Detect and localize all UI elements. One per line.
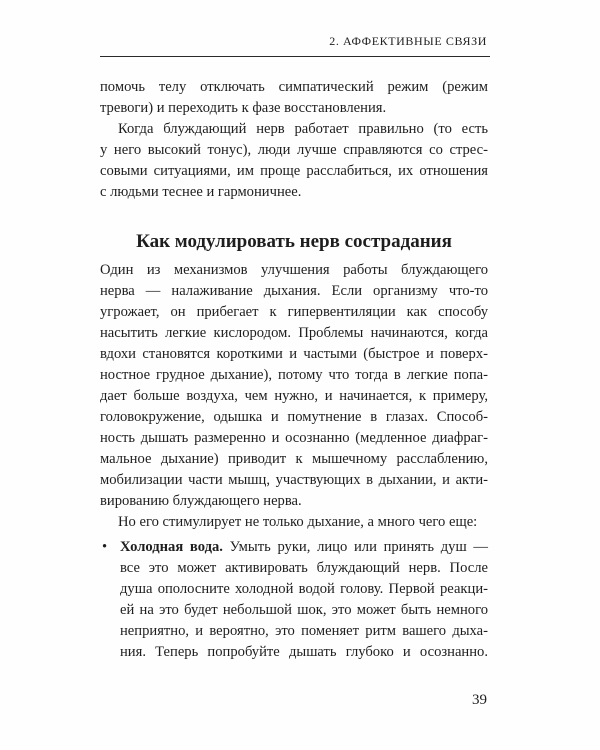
text-line [120,537,488,558]
text-line: вдохи становятся короткими и частыми (быстрое и поверх- [100,346,488,362]
text-block [100,77,488,663]
paragraph-vagus-tone [100,119,488,203]
text-line: Один из механизмов улучшения работы блуждающего [100,262,488,278]
text-line: дает больше воздуха, чем нужно, и начинается, к примеру, [100,388,488,404]
text-line: совыми ситуациями, им проще расслабиться, их отношения [100,163,488,179]
text-line: ния. Теперь попробуйте дышать глубоко и осознанно. [120,644,488,660]
text-line: ность дышать размеренно и осознанно (медленное диафраг- [100,430,488,446]
running-head: 2. АФФЕКТИВНЫЕ СВЯЗИ [329,34,487,48]
text-line: мальное дыхание) приводит к мышечному расслаблению, [100,451,488,467]
bullet-marker: • [102,539,108,555]
text-line: неприятно, и вероятно, это поменяет ритм вашего дыха- [120,623,488,639]
bullet-item-cold-water [100,537,488,663]
text-line: помочь телу отключать симпатический режим (режим [100,79,488,95]
text-line: угрожает, он прибегает к гипервентиляции как способу [100,304,488,320]
text-line: вированию блуждающего нерва. [100,493,302,509]
page-number: 39 [472,692,487,708]
text-line: ностное грудное дыхание), потому что тогда в легкие попа- [100,367,488,383]
text-line: тревоги) и переходить к фазе восстановления. [100,100,387,116]
paragraph-list-intro [100,512,488,533]
text-line: все это может активировать блуждающий нерв. После [120,560,488,576]
bullet-term: Холодная вода. [120,539,223,555]
text-line: Но его стимулирует не только дыхание, а много чего еще: [118,514,478,530]
header-rule [100,56,490,57]
text-line: с людьми теснее и гармоничнее. [100,184,302,200]
text-line: у него высокий тонус), люди лучше справляются со стрес- [100,142,488,158]
text-line: головокружение, одышка и помутнение в глазах. Способ- [100,409,488,425]
text-line: нерва — налаживание дыхания. Если организму что-то [100,283,488,299]
text-line: ей на это будет небольшой шок, это может быть немного [120,602,488,618]
paragraph-continuation [100,77,488,119]
bullet-first-line-text: Умыть руки, лицо или принять душ — [229,539,488,555]
text-line: мобилизации части мышц, участвующих в дыхании, и акти- [100,472,488,488]
text-line: душа ополосните холодной водой голову. Первой реакци- [120,581,488,597]
section-heading: Как модулировать нерв сострадания [136,231,452,252]
text-line: насытить легкие кислородом. Проблемы начинаются, когда [100,325,488,341]
text-line: Когда блуждающий нерв работает правильно (то есть [118,121,488,137]
paragraph-breathing [100,260,488,512]
